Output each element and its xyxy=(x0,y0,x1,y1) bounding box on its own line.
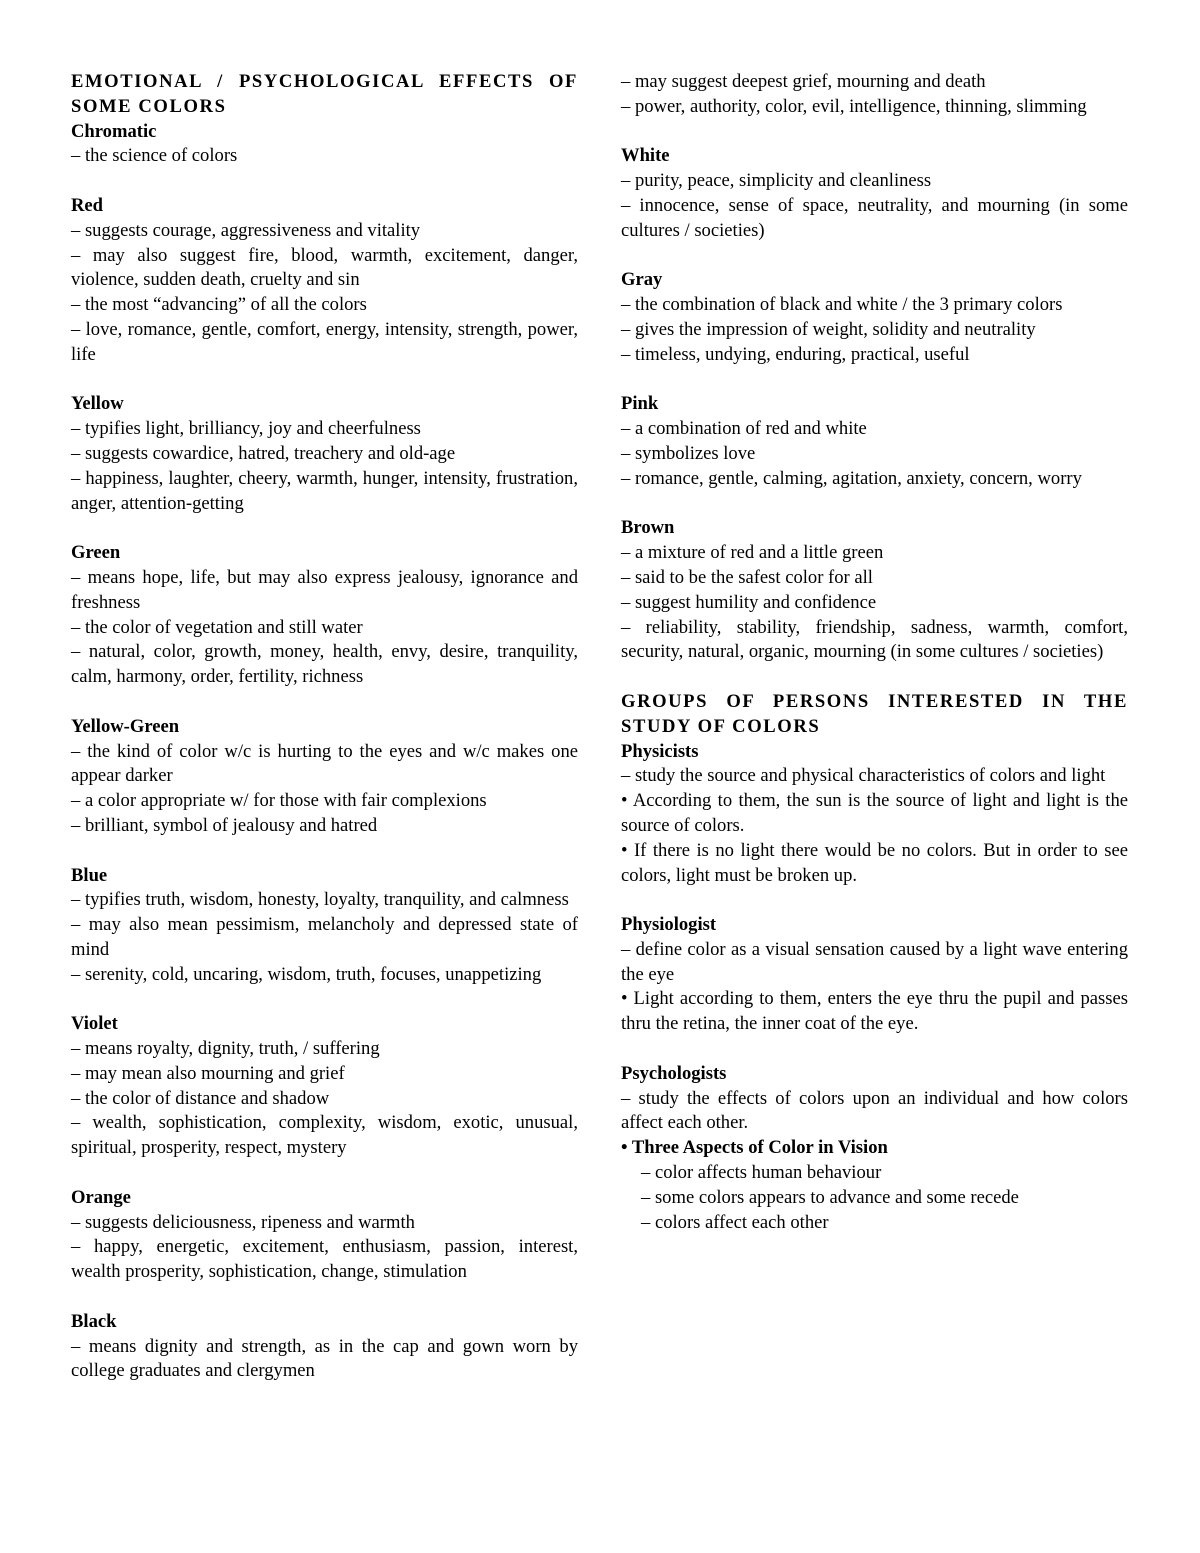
aspect-item: – color affects human behaviour xyxy=(641,1162,882,1184)
section-line: – wealth, sophistication, complexity, wisdom, exotic, unusual, spiritual, prosperity, respect, mystery xyxy=(71,1112,578,1159)
section-heading: White xyxy=(621,145,670,167)
section-chromatic xyxy=(71,120,578,170)
section-line: – the color of vegetation and still water xyxy=(71,616,363,638)
section-line: – a mixture of red and a little green xyxy=(621,542,884,564)
section-line: – suggest humility and confidence xyxy=(621,591,877,613)
section-line: – typifies truth, wisdom, honesty, loyalty, tranquility, and calmness xyxy=(71,889,569,911)
section-line: – the combination of black and white / the 3 primary colors xyxy=(621,294,1063,316)
section-line: • Light according to them, enters the eye thru the pupil and passes thru the retina, the inner coat of the eye. xyxy=(621,988,1128,1035)
section-heading: Physiologist xyxy=(621,914,717,936)
section-line: – study the effects of colors upon an individual and how colors affect each other. xyxy=(621,1087,1128,1134)
section-line: – happy, energetic, excitement, enthusiasm, passion, interest, wealth prosperity, sophistication, change, stimulation xyxy=(71,1236,578,1283)
section-line: – a combination of red and white xyxy=(621,418,867,440)
section-line: – reliability, stability, friendship, sadness, warmth, comfort, security, natural, organic, mourning (in some cultures / societies) xyxy=(621,616,1128,663)
section-violet xyxy=(71,1012,578,1161)
section-line: – may also mean pessimism, melancholy and depressed state of mind xyxy=(71,914,578,960)
section-line: – define color as a visual sensation caused by a light wave entering the eye xyxy=(621,938,1128,985)
section-psychologists xyxy=(621,1062,1128,1236)
section-heading: Yellow xyxy=(71,393,124,415)
section-line: – the science of colors xyxy=(71,145,238,167)
section-line: – the kind of color w/c is hurting to the eyes and w/c makes one appear darker xyxy=(71,740,578,787)
section-heading: Brown xyxy=(621,517,675,539)
aspects-title: • Three Aspects of Color in Vision xyxy=(621,1137,888,1159)
section-line: – a color appropriate w/ for those with fair complexions xyxy=(71,790,487,812)
section-heading: Violet xyxy=(71,1013,118,1035)
section-brown xyxy=(621,516,1128,665)
section-line: – purity, peace, simplicity and cleanliness xyxy=(621,170,932,192)
section-yellow-green xyxy=(71,715,578,839)
section-heading: Blue xyxy=(71,864,108,886)
section-line: – typifies light, brilliancy, joy and cheerfulness xyxy=(71,418,421,440)
section-line: – means hope, life, but may also express jealousy, ignorance and freshness xyxy=(71,566,578,613)
section-black xyxy=(71,1310,578,1384)
page-title: EMOTIONAL / PSYCHOLOGICAL EFFECTS OF SOME COLORS xyxy=(71,71,578,117)
section-gray xyxy=(621,268,1128,367)
section-line: – natural, color, growth, money, health, envy, desire, tranquility, calm, harmony, order, fertility, richness xyxy=(71,641,578,688)
section-orange xyxy=(71,1186,578,1285)
section-line: – may suggest deepest grief, mourning and death xyxy=(621,71,986,92)
section-heading: Yellow-Green xyxy=(71,715,180,737)
section-physicists xyxy=(621,740,1128,889)
section-line: – gives the impression of weight, solidity and neutrality xyxy=(621,318,1036,340)
section-physiologist xyxy=(621,913,1128,1037)
section-line: – study the source and physical characteristics of colors and light xyxy=(621,765,1106,787)
groups-title: GROUPS OF PERSONS INTERESTED IN THE STUDY OF COLORS xyxy=(621,690,1128,737)
section-red xyxy=(71,194,578,368)
section-line: – love, romance, gentle, comfort, energy, intensity, strength, power, life xyxy=(71,318,578,365)
section-heading: Physicists xyxy=(621,740,699,762)
section-line: – may also suggest fire, blood, warmth, excitement, danger, violence, sudden death, cruelty and sin xyxy=(71,244,578,291)
section-line: – symbolizes love xyxy=(621,442,756,464)
section-heading: Pink xyxy=(621,393,659,415)
section-line: – the most “advancing” of all the colors xyxy=(71,294,367,316)
section-line: – happiness, laughter, cheery, warmth, hunger, intensity, frustration, anger, attention-getting xyxy=(71,467,578,514)
section-heading: Psychologists xyxy=(621,1062,727,1084)
section-yellow xyxy=(71,392,578,516)
section-heading: Green xyxy=(71,542,121,564)
section-line: – means dignity and strength, as in the cap and gown worn by college graduates and clergymen xyxy=(71,1335,578,1382)
section-heading: Red xyxy=(71,194,104,216)
section-green xyxy=(71,541,578,690)
section-line: • According to them, the sun is the source of light and light is the source of colors. xyxy=(621,790,1128,836)
aspect-item: – colors affect each other xyxy=(641,1211,829,1233)
section-white xyxy=(621,144,1128,243)
section-heading: Orange xyxy=(71,1186,131,1208)
section-line: – serenity, cold, uncaring, wisdom, truth, focuses, unappetizing xyxy=(71,963,542,985)
section-line: – romance, gentle, calming, agitation, anxiety, concern, worry xyxy=(621,467,1082,489)
section-line: – suggests deliciousness, ripeness and warmth xyxy=(71,1211,415,1233)
section-line: – means royalty, dignity, truth, / suffering xyxy=(71,1038,380,1060)
section-line: – may mean also mourning and grief xyxy=(71,1062,345,1084)
section-line: – suggests courage, aggressiveness and vitality xyxy=(71,219,421,241)
right-column xyxy=(621,70,1128,1260)
section-heading: Chromatic xyxy=(71,120,157,142)
section-line: – suggests cowardice, hatred, treachery and old-age xyxy=(71,442,456,464)
section-blue xyxy=(71,864,578,988)
section-line: – said to be the safest color for all xyxy=(621,566,873,588)
section-line: – timeless, undying, enduring, practical, useful xyxy=(621,343,970,365)
section-heading: Black xyxy=(71,1310,117,1332)
left-column xyxy=(71,70,578,1409)
section-line: – the color of distance and shadow xyxy=(71,1087,330,1109)
section-line: – brilliant, symbol of jealousy and hatred xyxy=(71,814,378,836)
section-black-continued xyxy=(621,70,1128,120)
section-heading: Gray xyxy=(621,269,663,291)
aspect-item: – some colors appears to advance and some recede xyxy=(641,1186,1019,1208)
section-pink xyxy=(621,392,1128,491)
section-line: – power, authority, color, evil, intelligence, thinning, slimming xyxy=(621,95,1087,117)
section-line: • If there is no light there would be no colors. But in order to see colors, light must be broken up. xyxy=(621,839,1128,886)
section-line: – innocence, sense of space, neutrality, and mourning (in some cultures / societies) xyxy=(621,194,1128,241)
